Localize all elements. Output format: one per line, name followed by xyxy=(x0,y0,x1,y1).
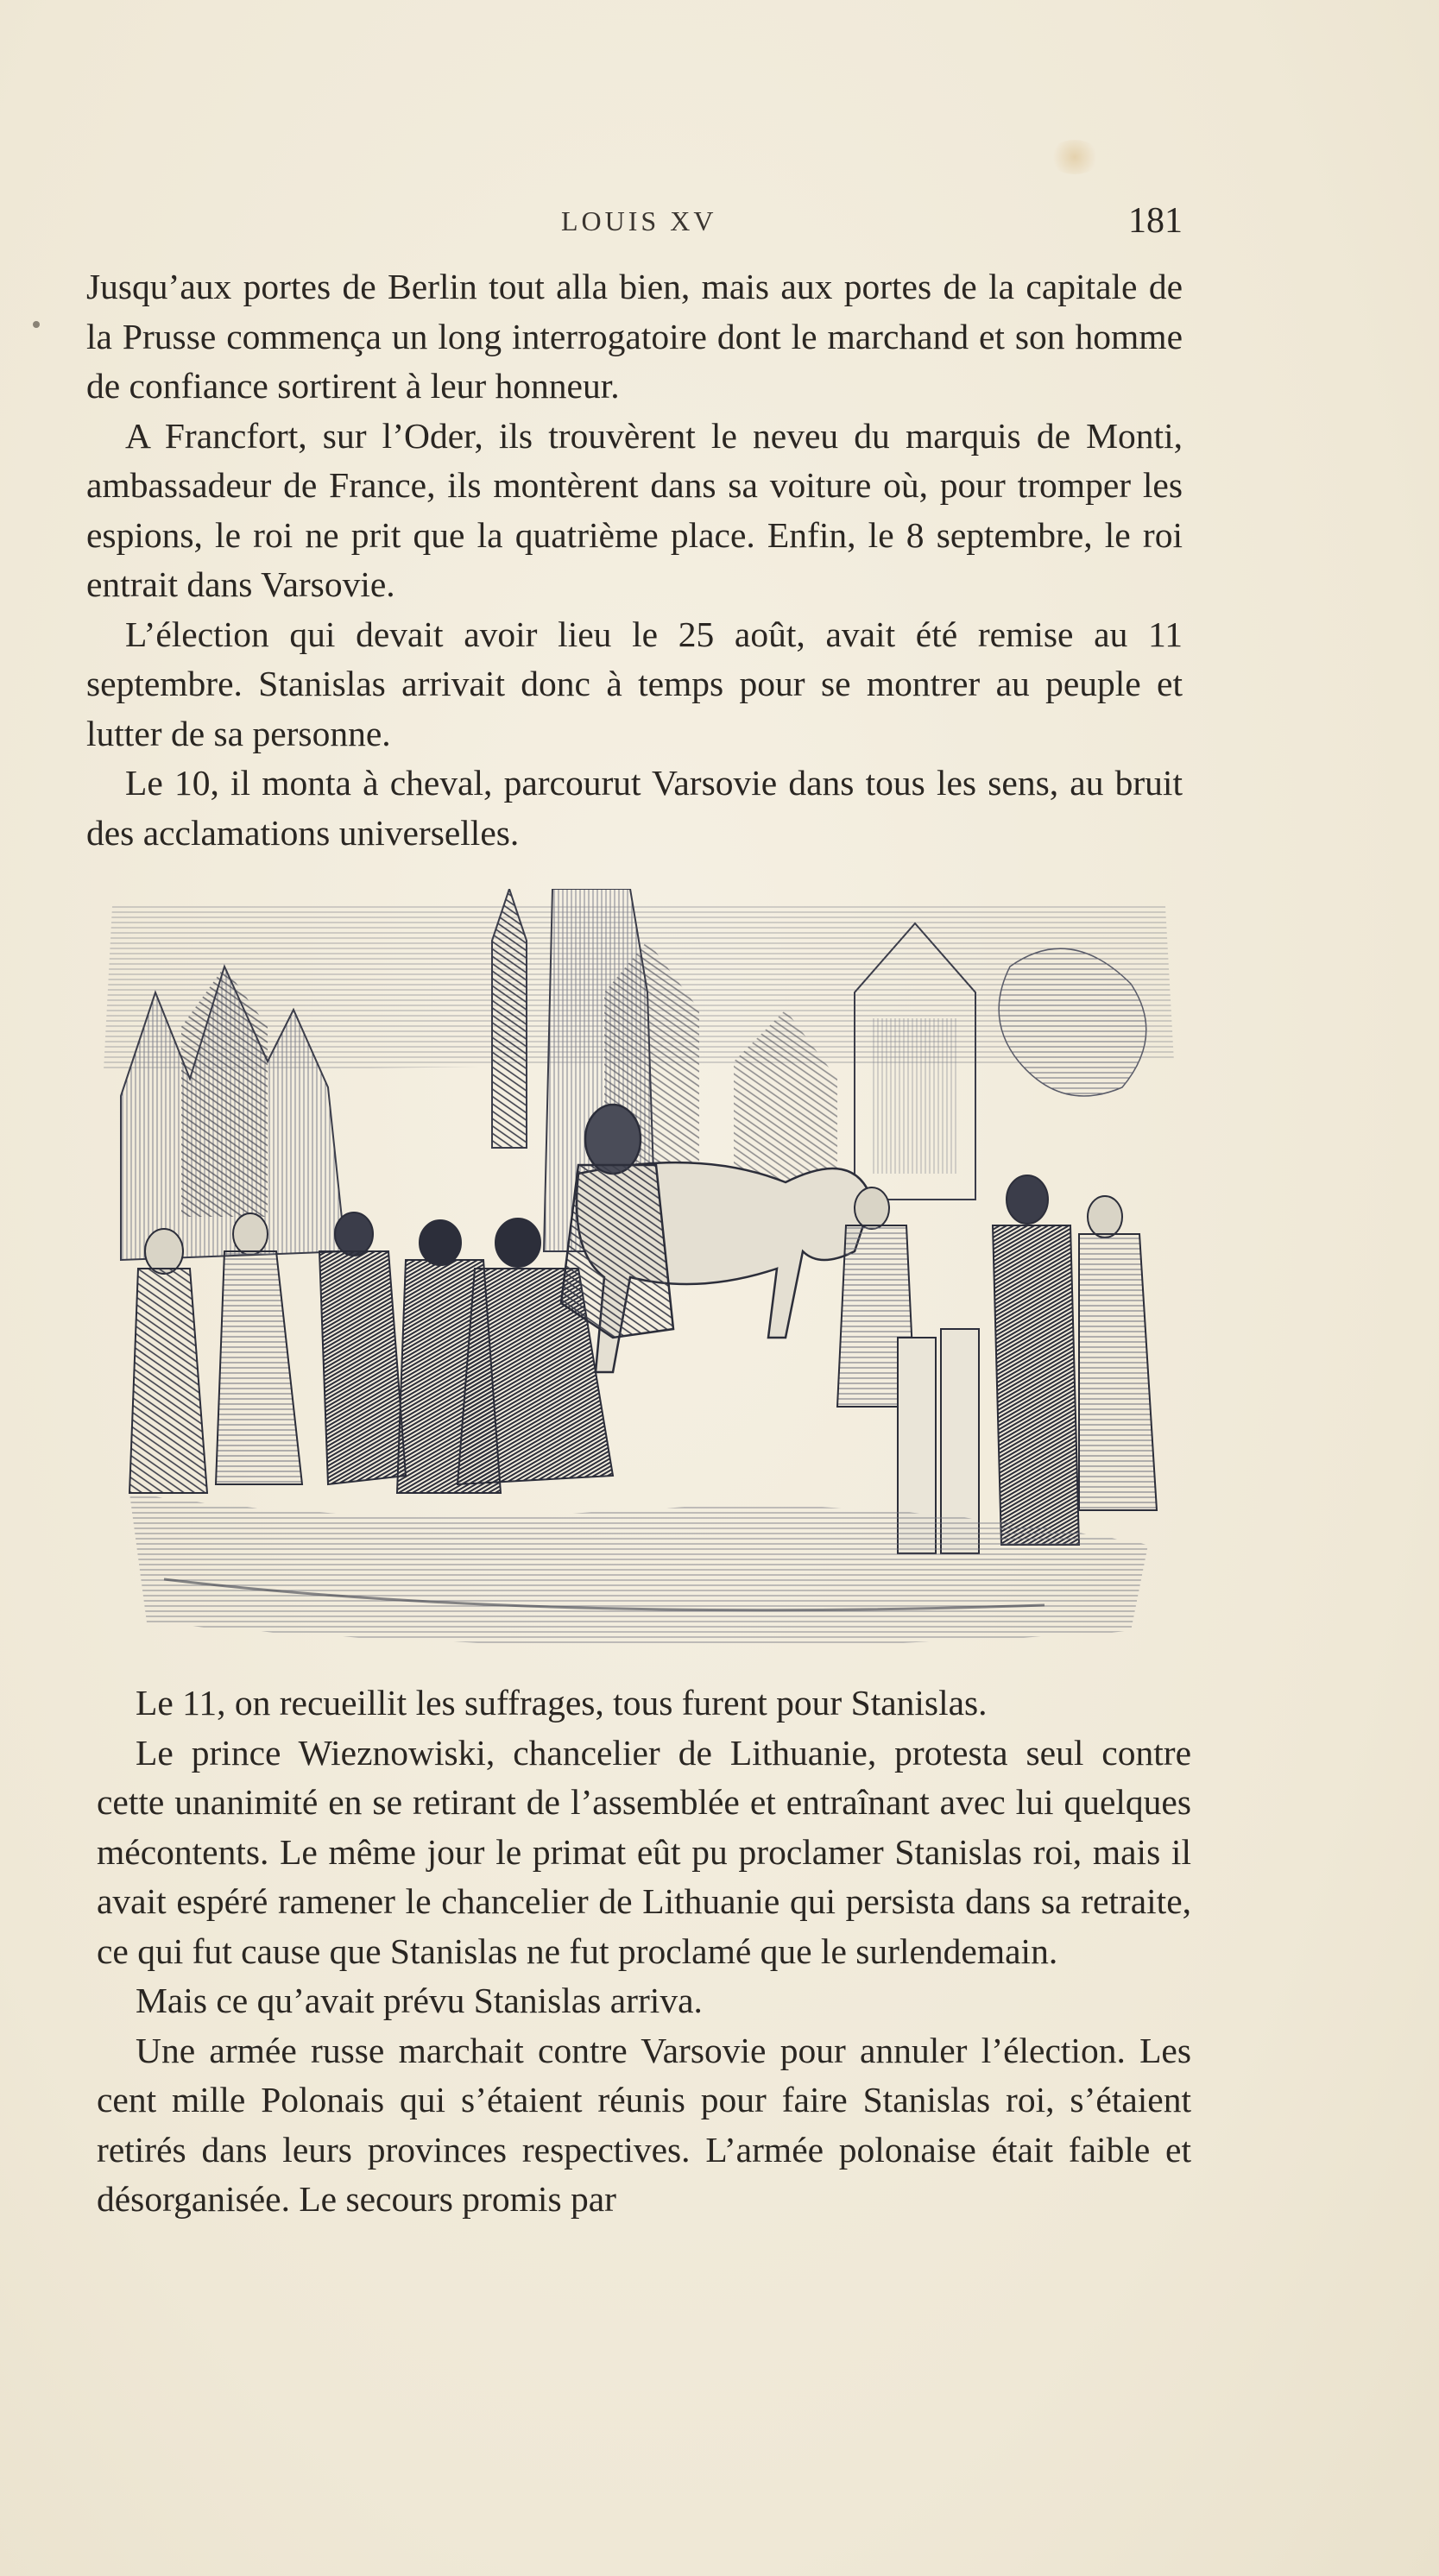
paragraph: Mais ce qu’avait prévu Stanislas arriva. xyxy=(136,1981,703,2020)
paragraph: Le 10, il monta à cheval, parcourut Varsovie dans tous les sens, au bruit des acclamations universelles. xyxy=(86,763,1183,853)
engraving-image xyxy=(95,889,1184,1648)
engraving-illustration xyxy=(95,889,1184,1648)
paragraph: Jusqu’aux portes de Berlin tout alla bien, mais aux portes de la capitale de la Prusse commença un long interrogatoire dont le marchand et son homme de confiance sortirent à leur honneur. xyxy=(86,267,1183,406)
paragraph: Le 11, on recueillit les suffrages, tous furent pour Stanislas. xyxy=(136,1683,988,1723)
page-number: 181 xyxy=(1128,201,1183,241)
text-block-top xyxy=(86,262,1183,858)
running-title: LOUIS XV xyxy=(561,205,717,236)
page-header xyxy=(86,200,1183,243)
paragraph: A Francfort, sur l’Oder, ils trouvèrent le neveu du marquis de Monti, ambassadeur de France, ils montèrent dans sa voiture où, pour tromper les espions, le roi ne prit que la quatrième place. Enfin, le 8 septembre, le roi entrait dans Varsovie. xyxy=(86,415,1183,604)
text-block-bottom xyxy=(97,1678,1191,2225)
paper-stain xyxy=(1049,140,1101,174)
margin-dot xyxy=(33,321,40,328)
paragraph: Le prince Wieznowiski, chancelier de Lithuanie, protesta seul contre cette unanimité en se retirant de l’assemblée et entraînant avec lui quelques mécontents. Le même jour le primat eût pu proclamer Stanislas roi, mais il avait espéré ramener le chancelier de Lithuanie qui persista dans sa retraite, ce qui fut cause que Stanislas ne fut proclamé que le surlendemain. xyxy=(97,1732,1191,1971)
paragraph: L’élection qui devait avoir lieu le 25 août, avait été remise au 11 septembre. Stanislas arrivait donc à temps pour se montrer au peuple et lutter de sa personne. xyxy=(86,614,1183,753)
paragraph: Une armée russe marchait contre Varsovie pour annuler l’élection. Les cent mille Polonais qui s’étaient réunis pour faire Stanislas roi, s’étaient retirés dans leurs provinces respectives. L’armée polonaise était faible et désorganisée. Le secours promis par xyxy=(97,2030,1191,2219)
